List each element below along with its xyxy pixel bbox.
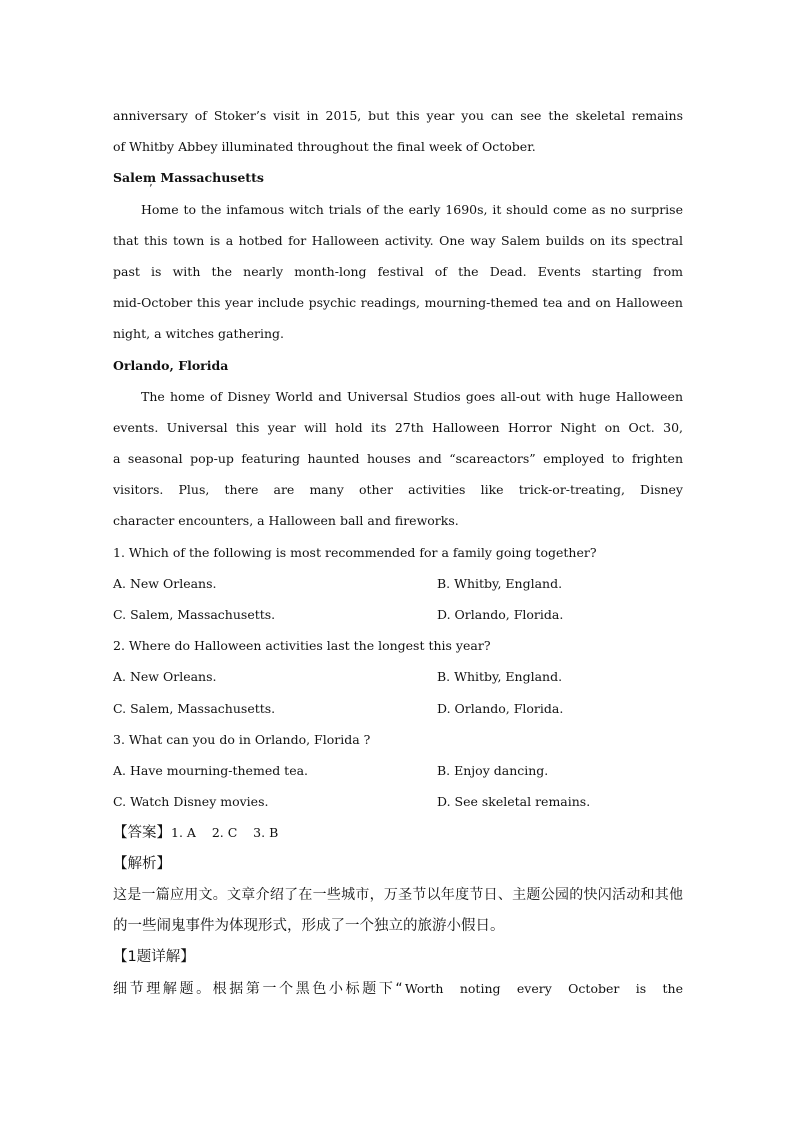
detail-line-1 <box>113 973 683 1004</box>
orlando-line-3: a seasonal pop-up featuring haunted houses and “scareactors” employed to frighten <box>113 451 683 467</box>
question-3-options-row-1 <box>113 755 683 786</box>
question-3-option-d: D. See skeletal remains. <box>437 794 591 810</box>
answer-line <box>113 817 683 848</box>
detail-label: 【1题详解】 <box>113 949 195 966</box>
analysis-label: 【解析】 <box>113 855 171 872</box>
page-content <box>113 100 683 1004</box>
salem-line-4: mid-October this year include psychic readings, mourning-themed tea and on Halloween <box>113 295 683 311</box>
salem-heading <box>113 162 683 193</box>
question-3-option-a: A. Have mourning-themed tea. <box>113 762 309 778</box>
answer-label: 【答案】 <box>113 825 171 842</box>
question-2-option-d: D. Orlando, Florida. <box>437 700 564 716</box>
salem-line-2: that this town is a hotbed for Halloween activity. One way Salem builds on its spectral <box>113 232 683 248</box>
orlando-line-1: The home of Disney World and Universal Studios goes all-out with huge Halloween <box>141 388 683 404</box>
whitby-line-1: anniversary of Stoker’s visit in 2015, but this year you can see the skeletal remains <box>113 108 683 123</box>
salem-heading-mark: ’ <box>149 182 153 194</box>
answer-value: 1. A 2. C 3. B <box>171 825 279 841</box>
detail-lead: 细节理解题。根据第一个黑色小标题下“ <box>113 981 405 998</box>
detail-quote: Worth noting every October is the <box>404 981 683 997</box>
salem-line-5: night, a witches gathering. <box>113 326 284 342</box>
question-2-options-row-1 <box>113 661 683 692</box>
question-1-options-row-2 <box>113 599 683 630</box>
orlando-line-4: visitors. Plus, there are many other activities like trick-or-treating, Disney <box>113 482 683 498</box>
orlando-heading: Orlando, Florida <box>113 357 229 373</box>
salem-heading-text: Salem Massachusetts <box>113 170 264 186</box>
question-2-option-b: B. Whitby, England. <box>437 669 563 685</box>
question-3-options-row-2 <box>113 786 683 817</box>
orlando-line-2: events. Universal this year will hold its 27th Halloween Horror Night on Oct. 30, <box>113 419 683 435</box>
question-1-stem: 1. Which of the following is most recommended for a family going together? <box>113 544 597 560</box>
whitby-line-2: of Whitby Abbey illuminated throughout the final week of October. <box>113 139 536 155</box>
analysis-line-2: 的一些闹鬼事件为体现形式，形成了一个独立的旅游小假日。 <box>113 917 505 934</box>
question-1-option-c: C. Salem, Massachusetts. <box>113 607 276 622</box>
analysis-line-1: 这是一篇应用文。文章介绍了在一些城市，万圣节以年度节日、主题公园的快闪活动和其他 <box>113 886 683 903</box>
salem-line-1: Home to the infamous witch trials of the early 1690s, it should come as no surprise <box>141 201 683 217</box>
orlando-line-5: character encounters, a Halloween ball and fireworks. <box>113 513 459 529</box>
question-3-stem: 3. What can you do in Orlando, Florida ? <box>113 731 371 747</box>
question-1-option-b: B. Whitby, England. <box>437 575 563 591</box>
question-3-option-c: C. Watch Disney movies. <box>113 794 269 810</box>
question-3-option-b: B. Enjoy dancing. <box>437 762 549 778</box>
question-2-option-c: C. Salem, Massachusetts. <box>113 700 276 716</box>
salem-line-3: past is with the nearly month-long festival of the Dead. Events starting from <box>113 263 683 279</box>
question-2-stem: 2. Where do Halloween activities last the longest this year? <box>113 638 491 654</box>
question-1-options-row-1 <box>113 568 683 599</box>
question-1-option-a: A. New Orleans. <box>113 575 217 591</box>
question-2-option-a: A. New Orleans. <box>113 669 217 685</box>
question-1-option-d: D. Orlando, Florida. <box>437 607 564 622</box>
question-2-options-row-2 <box>113 693 683 724</box>
